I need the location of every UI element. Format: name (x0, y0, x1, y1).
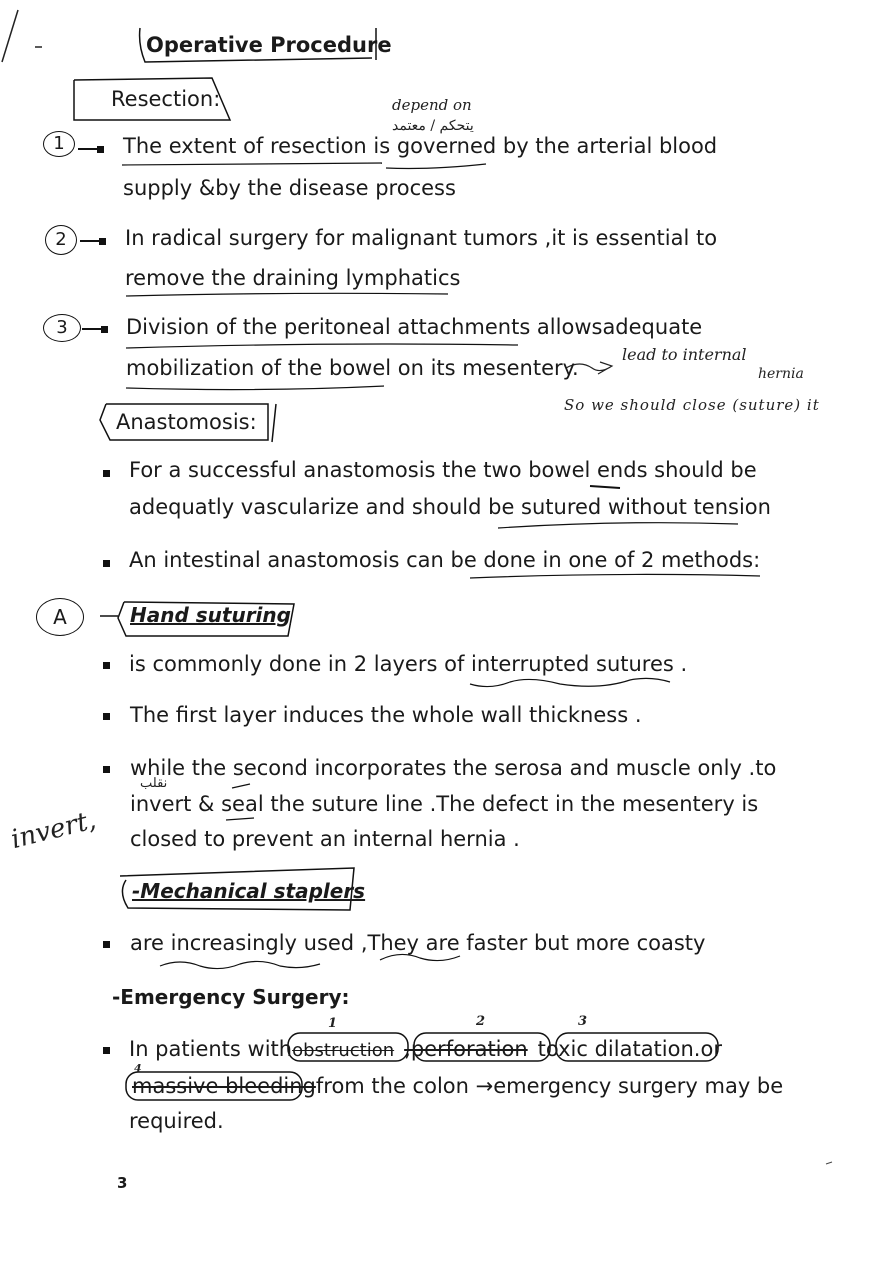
anastomosis-item-1-line2: adequatly vascularize and should be sutured without tension (129, 495, 771, 519)
term-toxic-dilatation: toxic dilatation (537, 1037, 694, 1061)
hand-suturing-item-3-line1: while the second incorporates the serosa and muscle only .to (130, 756, 777, 780)
hand-suturing-item-1: is commonly done in 2 layers of interrupted sutures . (129, 652, 688, 676)
resection-item-1-line2: supply &by the disease process (123, 176, 456, 200)
bullet (103, 470, 110, 477)
note-so-we-should-close: So we should close (suture) it (564, 396, 820, 414)
bullet (103, 766, 110, 773)
note-hernia: hernia (758, 366, 804, 382)
letter-mark-a: A (36, 598, 84, 636)
note-lead-to-internal: lead to internal (622, 345, 747, 364)
number-mark-1: 1 (43, 131, 75, 157)
bullet (103, 941, 110, 948)
resection-item-3-line1: Division of the peritoneal attachments allowsadequate (126, 315, 703, 339)
note-invert-margin: invert, (8, 805, 99, 856)
emergency-line1-a: In patients with (129, 1037, 293, 1061)
bullet (103, 662, 110, 669)
bullet (99, 238, 106, 245)
resection-item-3-line2: mobilization of the bowel on its mesentery. (126, 356, 579, 380)
resection-item-2-line2: remove the draining lymphatics (125, 266, 461, 290)
mechanical-staplers-heading: -Mechanical staplers (132, 879, 366, 903)
emergency-line2-b: from the colon →emergency surgery may be (315, 1074, 784, 1098)
bullet (103, 1047, 110, 1054)
note-arabic-invert: نقلب (140, 776, 168, 791)
dash-mark (78, 148, 98, 150)
anastomosis-item-1-line1: For a successful anastomosis the two bowel ends should be (129, 458, 757, 482)
note-depend-on: depend on (392, 96, 472, 114)
mark-4: 4 (134, 1062, 142, 1075)
dash-mark (82, 328, 102, 330)
hand-suturing-heading: Hand suturing (130, 603, 291, 627)
resection-item-1-line1: The extent of resection is governed by the arterial blood (123, 134, 718, 158)
emergency-line2 (132, 1074, 783, 1099)
bullet (101, 326, 108, 333)
hand-suturing-item-2: The first layer induces the whole wall thickness . (130, 703, 642, 727)
hand-suturing-item-3-line2: invert & seal the suture line .The defect in the mesentery is (130, 792, 759, 816)
bullet (103, 560, 110, 567)
page-title: Operative Procedure (146, 33, 392, 57)
resection-item-2-line1: In radical surgery for malignant tumors ,it is essential to (125, 226, 718, 250)
bullet (103, 713, 110, 720)
emergency-line3: required. (129, 1109, 224, 1133)
dash-mark (80, 240, 100, 242)
hand-suturing-item-3-line3: closed to prevent an internal hernia . (130, 827, 520, 851)
page-number: 3 (117, 1174, 128, 1192)
number-mark-3: 3 (43, 314, 81, 342)
resection-heading: Resection: (111, 87, 221, 111)
emergency-line1 (129, 1037, 722, 1062)
term-massive-bleeding: massive bleeding (132, 1074, 316, 1098)
mark-2: 2 (476, 1014, 486, 1029)
mark-1: 1 (328, 1016, 338, 1031)
term-perforation: ,perforation (404, 1037, 528, 1061)
anastomosis-heading: Anastomosis: (116, 410, 257, 434)
emergency-line1-e: .or (693, 1037, 722, 1061)
mark-3: 3 (578, 1014, 588, 1029)
number-mark-2: 2 (45, 225, 77, 255)
bullet (97, 146, 104, 153)
term-obstruction: obstruction (292, 1040, 395, 1061)
note-arabic-governed: يتحكم / معتمد (392, 118, 474, 134)
anastomosis-item-2-line1: An intestinal anastomosis can be done in one of 2 methods: (129, 548, 761, 572)
emergency-heading: -Emergency Surgery: (112, 985, 350, 1009)
staplers-item-1: are increasingly used ,They are faster but more coasty (130, 931, 706, 955)
